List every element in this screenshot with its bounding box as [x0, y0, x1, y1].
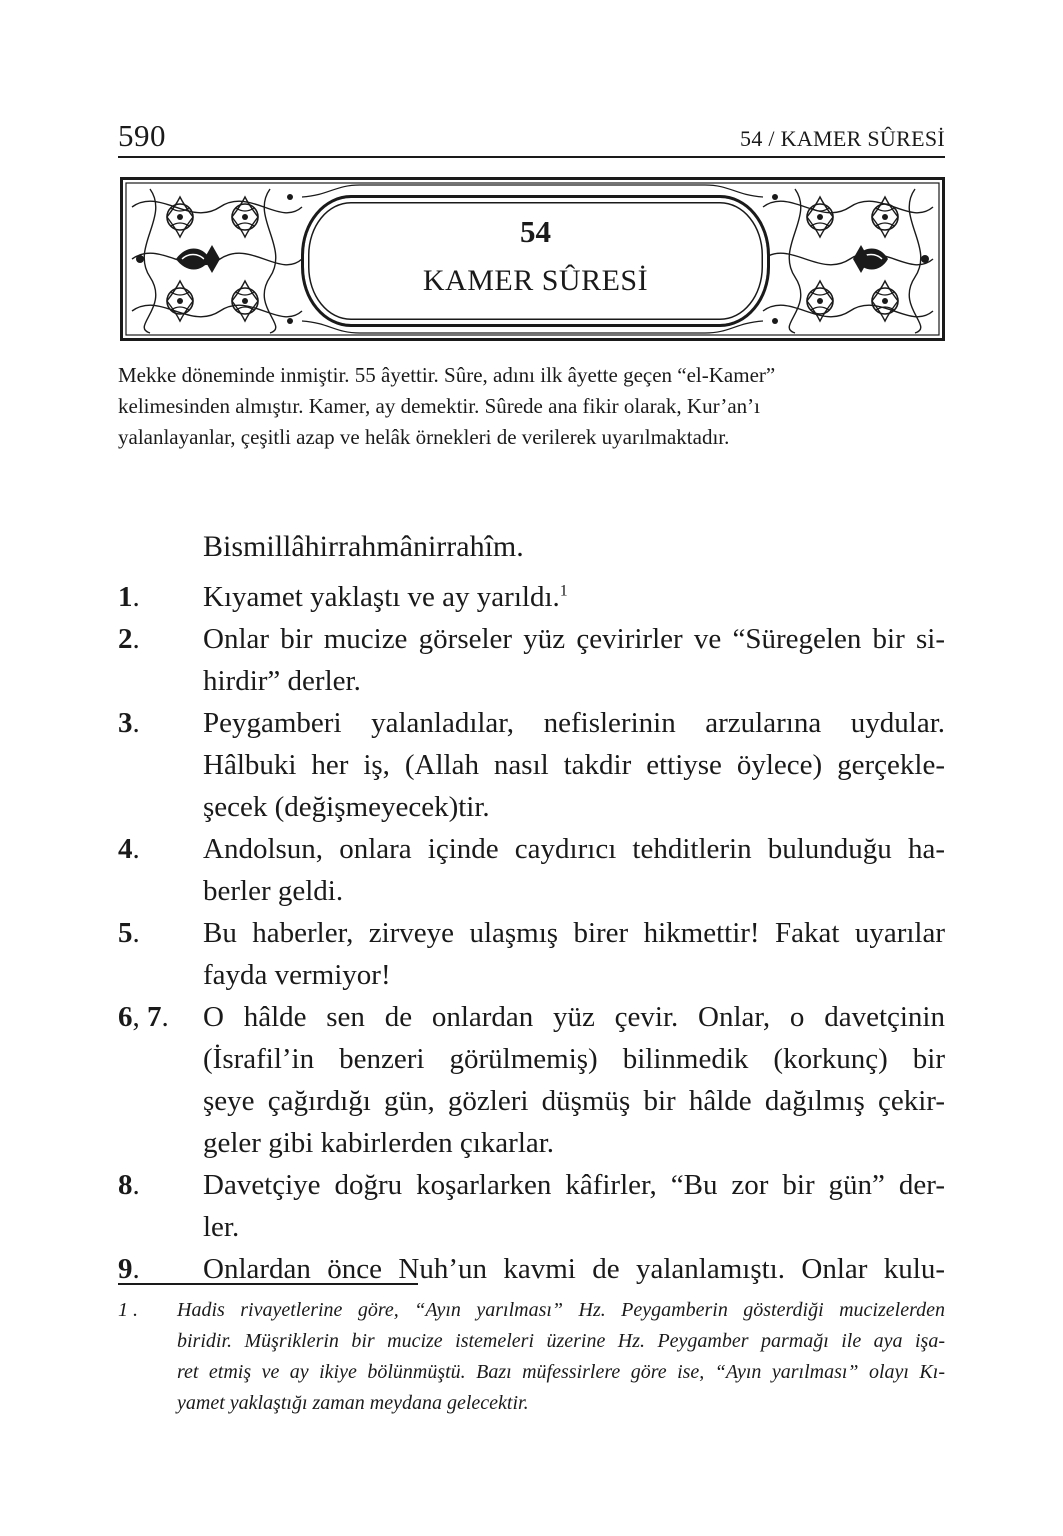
verse-line: hirdir” derler.	[203, 665, 361, 697]
verse-line: Kıyamet yaklaştı ve ay yarıldı.$^1$	[203, 581, 568, 613]
verse-line: geler gibi kabirlerden çıkarlar.	[203, 1127, 555, 1159]
verse-text	[203, 828, 945, 912]
footnote-text	[177, 1295, 945, 1419]
running-head	[118, 118, 945, 158]
intro-line: yalanlayanlar, çeşitli azap ve helâk örnekleri de verilerek uyarılmaktadır.	[118, 425, 730, 449]
intro-line: Mekke döneminde inmiştir. 55 âyettir. Sûre, adını ilk âyette geçen “el-Kamer”	[118, 363, 776, 387]
section-title: 54 / KAMER SÛRESİ	[740, 126, 945, 151]
verse-text	[203, 912, 945, 996]
verse-4	[118, 828, 945, 912]
verse-3	[118, 702, 945, 828]
basmala: Bismillâhirrahmânirrahîm.	[203, 530, 524, 563]
title-cartouche	[301, 195, 770, 327]
verse-8	[118, 1164, 945, 1248]
verse-2	[118, 618, 945, 702]
surah-introduction	[118, 360, 945, 453]
verse-5	[118, 912, 945, 996]
verse-text	[203, 618, 945, 702]
verse-list	[118, 576, 945, 1290]
verse-number: 8.	[118, 1169, 140, 1201]
verse-line: berler geldi.	[203, 875, 344, 907]
verse-line: Andolsun, onlara içinde caydırıcı tehditlerin bulunduğu ha-	[203, 833, 945, 865]
verse-line: O hâlde sen de onlardan yüz çevir. Onlar, o davetçinin	[203, 1001, 945, 1033]
verse-number: 2.	[118, 623, 140, 655]
page-number: 590	[118, 118, 166, 153]
surah-banner	[120, 177, 945, 341]
verse-number: 1.	[118, 581, 140, 613]
surah-number: 54	[520, 214, 551, 249]
verse-line: Onlar bir mucize görseler yüz çevirirler ve “Süregelen bir si-	[203, 623, 945, 655]
verse-line: Hâlbuki her iş, (Allah nasıl takdir ettiyse öylece) gerçekle-	[203, 749, 945, 781]
footnote-1	[118, 1295, 945, 1419]
verse-line: ler.	[203, 1211, 240, 1243]
footnote-mark: 1 .	[118, 1299, 138, 1321]
verse-line: fayda vermiyor!	[203, 959, 391, 991]
verse-line: Onlardan önce Nuh’un kavmi de yalanlamıştı. Onlar kulu-	[203, 1253, 945, 1285]
verse-line: şecek (değişmeyecek)tir.	[203, 791, 490, 823]
verse-number: 4.	[118, 833, 140, 865]
footnote-line: Hadis rivayetlerine göre, “Ayın yarılması” Hz. Peygamberin gösterdiği mucizelerden	[177, 1299, 945, 1321]
verse-number: 5.	[118, 917, 140, 949]
verse-text	[203, 1164, 945, 1248]
verse-line: Davetçiye doğru koşarlarken kâfirler, “Bu zor bir gün” der-	[203, 1169, 945, 1201]
footnote-line: yamet yaklaştığı zaman meydana gelecektir.	[177, 1392, 529, 1414]
verse-text	[203, 576, 945, 618]
verse-number: 6, 7.	[118, 1001, 169, 1033]
verse-text	[203, 996, 945, 1164]
footnote-line: ret etmiş ve ay ikiye bölünmüştü. Bazı müfessirlere göre ise, “Ayın yarılması” olayı Kı-	[177, 1361, 945, 1383]
intro-line: kelimesinden almıştır. Kamer, ay demektir. Sûrede ana fikir olarak, Kur’an’ı	[118, 394, 760, 418]
verse-1	[118, 576, 945, 618]
footnote-divider	[118, 1283, 418, 1285]
verse-number: 9.	[118, 1253, 140, 1285]
verse-number: 3.	[118, 707, 140, 739]
verse-line: Peygamberi yalanladılar, nefislerinin arzularına uydular.	[203, 707, 945, 739]
verse-text	[203, 702, 945, 828]
footnote-line: biridir. Müşriklerin bir mucize istemeleri üzerine Hz. Peygamber parmağı ile aya işa-	[177, 1330, 945, 1352]
footnote-ref[interactable]: 1	[559, 582, 568, 600]
surah-name: KAMER SÛRESİ	[422, 264, 649, 297]
verse-line: (İsrafil’in benzeri görülmemiş) bilinmedik (korkunç) bir	[203, 1043, 945, 1075]
verse-line: Bu haberler, zirveye ulaşmış birer hikmettir! Fakat uyarılar	[203, 917, 945, 949]
verse-6-7	[118, 996, 945, 1164]
verse-line: şeye çağırdığı gün, gözleri düşmüş bir hâlde dağılmış çekir-	[203, 1085, 945, 1117]
